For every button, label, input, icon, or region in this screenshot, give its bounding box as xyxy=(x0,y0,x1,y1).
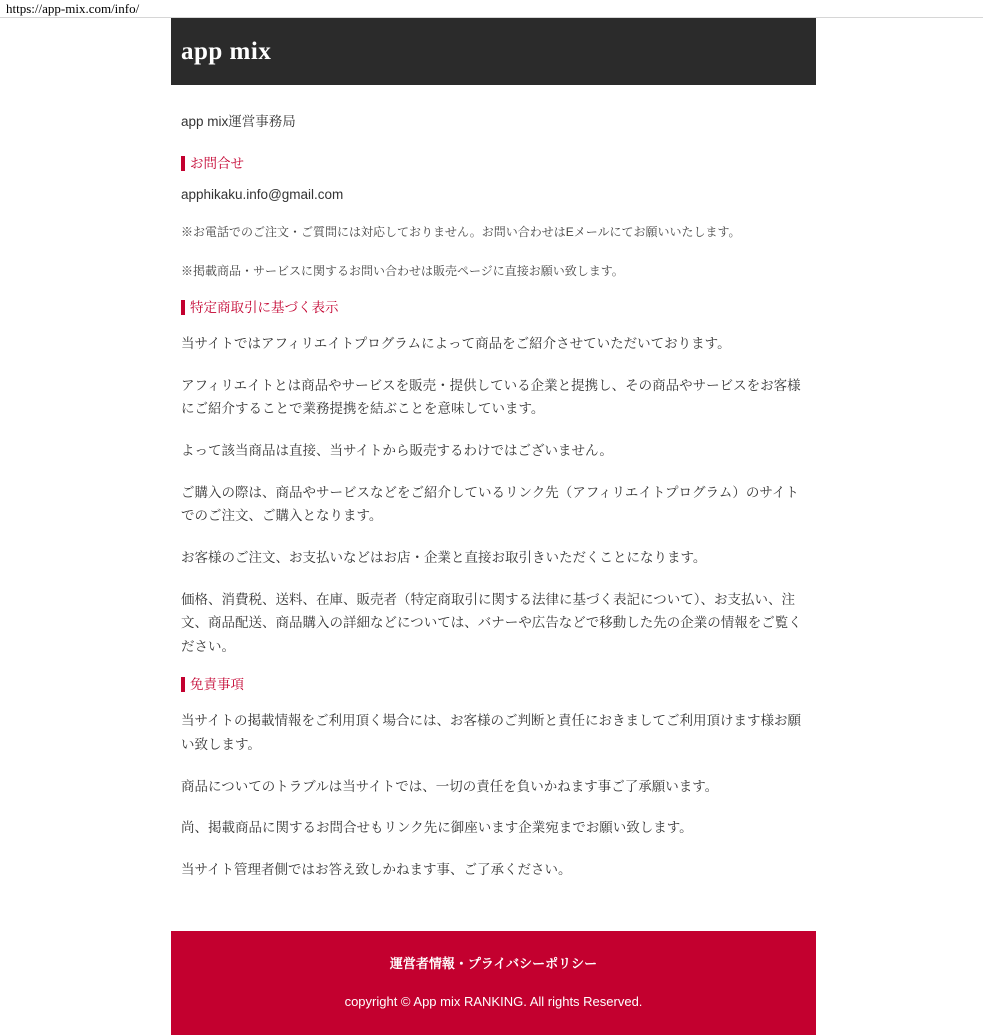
contact-note-1: ※お電話でのご注文・ご質問には対応しておりません。お問い合わせはEメールにてお願いいたします。 xyxy=(181,225,741,240)
transactions-para-5: お客様のご注文、お支払いなどはお店・企業と直接お取引きいただくことになります。 xyxy=(181,549,707,565)
site-header xyxy=(171,18,816,85)
footer-spacer xyxy=(181,899,806,931)
transactions-para-1: 当サイトではアフィリエイトプログラムによって商品をご紹介させていただいております。 xyxy=(181,336,731,352)
disclaimer-para-4: 当サイト管理者側ではお答え致しかねます事、ご了承ください。 xyxy=(181,861,572,877)
footer-link-privacy[interactable]: 運営者情報・プライバシーポリシー xyxy=(389,956,598,972)
footer-copyright: copyright © App mix RANKING. All rights Reserved. xyxy=(344,994,643,1010)
url-text: https://app-mix.com/info/ xyxy=(6,0,140,16)
transactions-para-2: アフィリエイトとは商品やサービスを販売・提供している企業と提携し、その商品やサービスをお客様にご紹介することで業務提携を結ぶことを意味しています。 xyxy=(181,377,801,417)
transactions-para-3: よって該当商品は直接、当サイトから販売するわけではございません。 xyxy=(181,443,613,459)
disclaimer-para-1: 当サイトの掲載情報をご利用頂く場合には、お客様のご判断と責任におきましてご利用頂けます様お願い致します。 xyxy=(181,713,802,752)
transactions-para-4: ご購入の際は、商品やサービスなどをご紹介しているリンク先（アフィリエイトプログラム）のサイトでのご注文、ご購入となります。 xyxy=(181,484,799,524)
contact-note-2: ※掲載商品・サービスに関するお問い合わせは販売ページに直接お願い致します。 xyxy=(181,263,624,278)
browser-url-bar[interactable] xyxy=(0,0,983,18)
disclaimer-para-2: 商品についてのトラブルは当サイトでは、一切の責任を負いかねます事ご了承願います。 xyxy=(181,778,719,794)
main-content xyxy=(171,85,816,931)
section-heading-transactions: 特定商取引に基づく表示 xyxy=(181,299,806,318)
page-lead: app mix運営事務局 xyxy=(181,114,296,129)
section-heading-contact: お問合せ xyxy=(181,155,806,174)
transactions-para-6: 価格、消費税、送料、在庫、販売者（特定商取引に関する法律に基づく表記について）、お支払い、注文、商品配送、商品購入の詳細などについては、バナーや広告などで移動した先の企業の情報をご覧ください。 xyxy=(181,591,802,654)
section-heading-disclaimer: 免責事項 xyxy=(181,676,806,695)
site-logo-title[interactable]: app mix xyxy=(181,37,272,65)
disclaimer-para-3: 尚、掲載商品に関するお問合せもリンク先に御座います企業宛までお願い致します。 xyxy=(181,820,693,836)
footer-links[interactable] xyxy=(181,953,806,972)
site-footer xyxy=(171,931,816,1035)
content-container xyxy=(171,18,816,1035)
page-body xyxy=(0,18,983,1013)
contact-email[interactable]: apphikaku.info@gmail.com xyxy=(181,187,344,203)
